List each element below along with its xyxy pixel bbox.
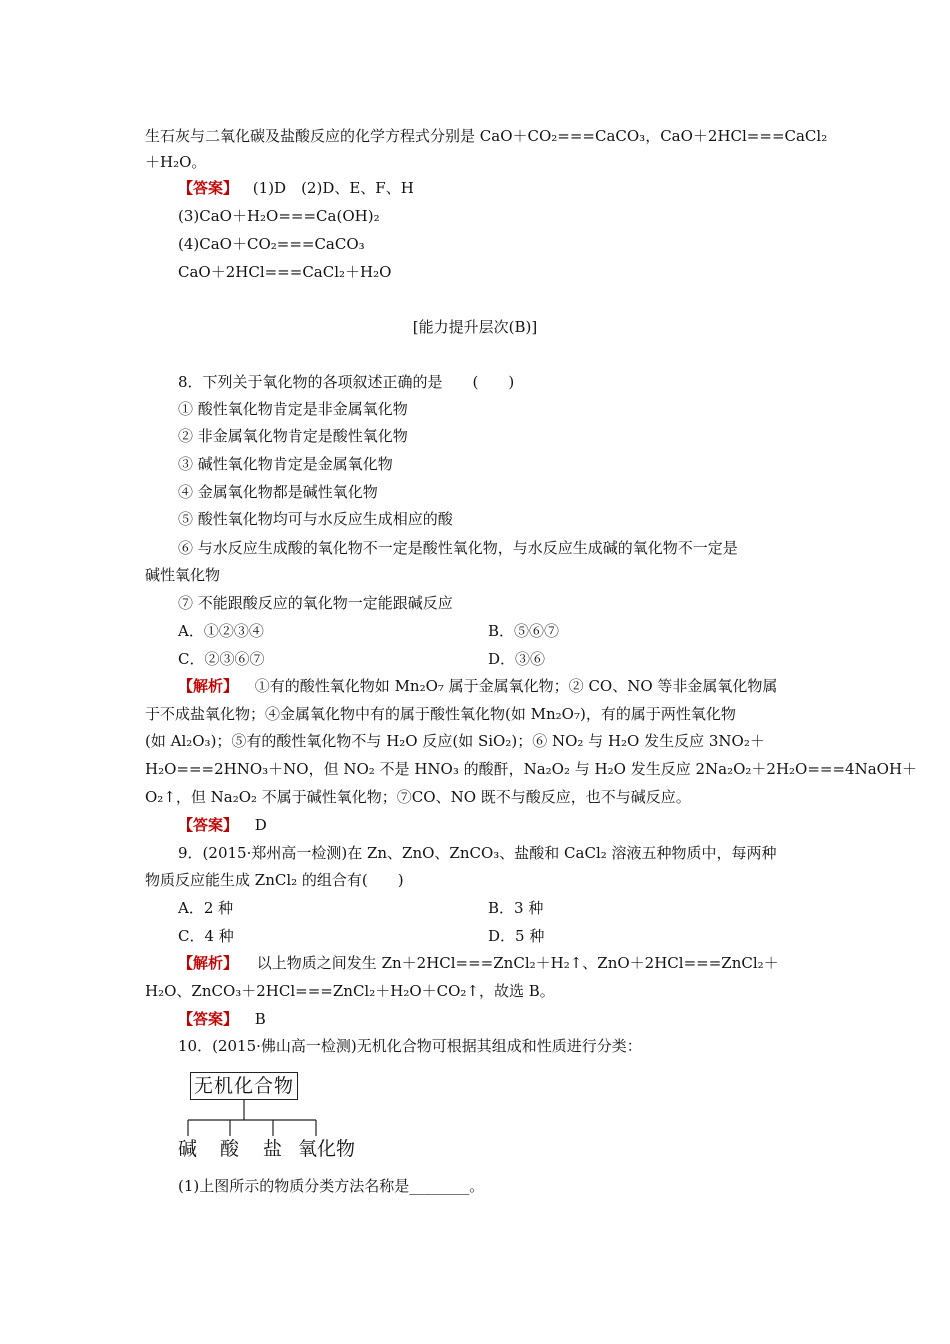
q9-option-d: D．5 种 <box>488 927 545 945</box>
answer-tag: 【答案】 <box>178 816 239 834</box>
tree-connector-lines <box>180 1100 340 1136</box>
q8-analysis-line-5: O₂↑，但 Na₂O₂ 不属于碱性氧化物；⑦CO、NO 既不与酸反应，也不与碱反应。 <box>145 788 691 806</box>
answer-text: (1)D (2)D、E、F、H <box>252 179 414 197</box>
q8-analysis-line-3: (如 Al₂O₃)；⑤有的酸性氧化物不与 H₂O 反应(如 SiO₂)；⑥ NO₂ 与 H₂O 发生反应 3NO₂＋ <box>145 732 765 750</box>
answer-line-1 <box>178 177 414 199</box>
q9-analysis-line-2: H₂O、ZnCO₃＋2HCl===ZnCl₂＋H₂O＋CO₂↑，故选 B。 <box>145 982 555 1000</box>
answer-line-5: CaO＋2HCl===CaCl₂＋H₂O <box>178 263 392 281</box>
tree-leaf-acid: 酸 <box>220 1138 240 1160</box>
q8-answer <box>178 814 267 836</box>
q8-statement-5: ⑤ 酸性氧化物均可与水反应生成相应的酸 <box>178 510 453 528</box>
tree-leaf-salt: 盐 <box>263 1138 283 1160</box>
tree-leaf-oxide: 氧化物 <box>298 1138 356 1160</box>
answer-text: D <box>254 816 267 834</box>
answer-line-3: (3)CaO＋H₂O===Ca(OH)₂ <box>178 207 380 225</box>
q8-statement-3: ③ 碱性氧化物肯定是金属氧化物 <box>178 455 393 473</box>
q8-stem: 8．下列关于氧化物的各项叙述正确的是 ( ) <box>178 373 515 391</box>
q8-analysis-line-4: H₂O===2HNO₃＋NO，但 NO₂ 不是 HNO₃ 的酸酐，Na₂O₂ 与 H₂O 发生反应 2Na₂O₂＋2H₂O===4NaOH＋ <box>145 760 918 778</box>
q10-stem: 10．(2015·佛山高一检测)无机化合物可根据其组成和性质进行分类： <box>178 1037 642 1055</box>
answer-text: B <box>254 1010 266 1028</box>
q10-sub-1: (1)上图所示的物质分类方法名称是________。 <box>178 1177 485 1195</box>
q8-statement-4: ④ 金属氧化物都是碱性氧化物 <box>178 483 378 501</box>
q8-option-d: D．③⑥ <box>488 650 546 668</box>
q9-stem-2: 物质反应能生成 ZnCl₂ 的组合有( ) <box>145 871 404 889</box>
q8-analysis-line-2: 于不成盐氧化物；④金属氧化物中有的属于酸性氧化物(如 Mn₂O₇)，有的属于两性氧化物 <box>145 705 736 723</box>
q8-statement-2: ② 非金属氧化物肯定是酸性氧化物 <box>178 427 408 445</box>
tree-root-box: 无机化合物 <box>190 1072 298 1100</box>
analysis-text: 以上物质之间发生 Zn＋2HCl===ZnCl₂＋H₂↑、ZnO＋2HCl===ZnCl₂＋ <box>256 954 779 972</box>
intro-line-2: ＋H₂O。 <box>145 153 207 171</box>
q9-analysis-line-1 <box>178 952 779 974</box>
answer-tag: 【答案】 <box>178 179 239 197</box>
answer-tag: 【答案】 <box>178 1010 239 1028</box>
q8-statement-6b: 碱性氧化物 <box>145 566 221 584</box>
q9-option-b: B．3 种 <box>488 899 544 917</box>
q9-answer <box>178 1008 266 1030</box>
analysis-tag: 【解析】 <box>178 677 239 695</box>
q9-option-c: C．4 种 <box>178 927 234 945</box>
q8-option-a: A．①②③④ <box>178 622 264 640</box>
q8-option-c: C．②③⑥⑦ <box>178 650 265 668</box>
q8-statement-6a: ⑥ 与水反应生成酸的氧化物不一定是酸性氧化物，与水反应生成碱的氧化物不一定是 <box>178 539 738 557</box>
q9-stem-1: 9．(2015·郑州高一检测)在 Zn、ZnO、ZnCO₃、盐酸和 CaCl₂ 溶液五种物质中，每两种 <box>178 844 777 862</box>
tree-leaf-base: 碱 <box>178 1138 198 1160</box>
q8-statement-1: ① 酸性氧化物肯定是非金属氧化物 <box>178 400 408 418</box>
q8-option-b: B．⑤⑥⑦ <box>488 622 560 640</box>
analysis-tag: 【解析】 <box>178 954 239 972</box>
q8-analysis-line-1 <box>178 675 777 697</box>
answer-line-4: (4)CaO＋CO₂===CaCO₃ <box>178 235 365 253</box>
q8-statement-7: ⑦ 不能跟酸反应的氧化物一定能跟碱反应 <box>178 594 453 612</box>
intro-line-1: 生石灰与二氧化碳及盐酸反应的化学方程式分别是 CaO＋CO₂===CaCO₃，CaO＋2HCl===CaCl₂ <box>145 127 828 145</box>
q9-option-a: A．2 种 <box>178 899 234 917</box>
analysis-text: ①有的酸性氧化物如 Mn₂O₇ 属于金属氧化物；② CO、NO 等非金属氧化物属 <box>254 677 778 695</box>
section-title: [能力提升层次(B)] <box>412 318 538 336</box>
